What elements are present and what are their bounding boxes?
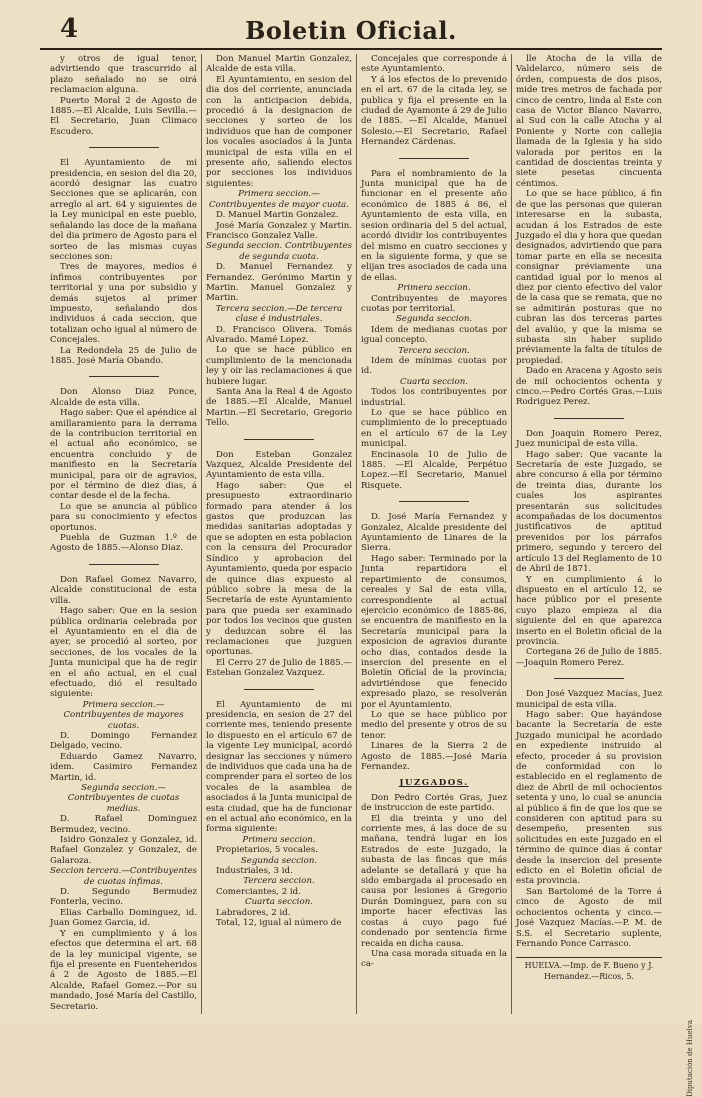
section-heading: Primera seccion.—Contribuyentes de mayores cuotas. [63, 699, 184, 731]
category-heading: JUZGADOS. [399, 778, 469, 789]
paragraph: Don Esteban Gonzalez Vazquez, Alcalde Presidente del Ayuntamiento de esta villa. [206, 449, 352, 481]
separator-rule [244, 439, 314, 440]
paragraph: Contribuyentes de mayores cuotas por territorial. [361, 293, 507, 314]
paragraph: El Cerro 27 de Julio de 1885.—Esteban Gonzalez Vazquez. [206, 657, 352, 679]
section-heading: Cuarta seccion. [400, 376, 468, 387]
section-heading: Primera seccion. [397, 283, 471, 294]
paragraph: lle Atocha de la villa de Valdelarco, número seis de órden, compuesta de dos pisos, mide tres metros de fachada por cinco de centro, linda al Este con casa de Victor Blanco Navarro, al Sud con la calle Atocha y al Poniente y Norte con callejia llamada de la Iglesia y ha sido valorada por peritos en la cantidad de doscientas treinta y siete pesetas cincuenta céntimos. [516, 54, 662, 189]
paragraph: Comerciantes, 2 id. [216, 886, 301, 897]
section-heading: Tercera seccion.—De tercera clase é industriales. [215, 303, 343, 325]
column-4 [511, 54, 666, 1014]
separator-rule [244, 689, 314, 690]
paragraph: D. Francisco Olivera. Tomás Alvarado. Mamé Lopez. [206, 324, 352, 345]
section-heading: Primera seccion.—Contribuyentes de mayor cuota. [208, 189, 350, 210]
paragraph: Hago saber: Que vacante la Secretaría de este Juzgado, se abre concurso á ella por término de treinta dias, durante los cuales los aspirantes presentarán sus solicitudes acompañadas de los documentos justificativos de aptitud prevenidos por los párrafos primero, segundo y tercero del artículo 13 del Reglamento de 10 de Abril de 1871. [516, 449, 662, 575]
paragraph: Y en cumplimiento y á los efectos que determina el art. 68 de la ley municipal vigente, se fija el presente en Fuenteheridos á 2 de Agosto de 1885.—El Alcalde, Rafael Gomez.—Por su mandado, José María del Castillo, Secretario. [50, 928, 197, 1012]
paragraph: El dia treinta y uno del corriente mes, á las doce de su mañana, tendrá lugar en los Estrados de este Juzgado, la subasta de las fincas que más adelante se detallará y que ha sido embargada al procesado en causa por lesiones á Gregorio Durán Dominguez, para con su importe hacer efectivas las costas á cuyo pago fué condenado por sentencia firme recaida en dicha causa. [361, 813, 507, 949]
separator-rule [554, 418, 624, 419]
page-header [40, 8, 662, 50]
paragraph: Total, 12, igual al número de [216, 918, 342, 929]
paragraph: Don José Vazquez Macías, Juez municipal de esta villa. [516, 689, 662, 710]
paragraph: Una casa morada situada en la ca- [361, 948, 507, 970]
paragraph: Lo que se hace público por medio del presente y otros de su tenor. [361, 709, 507, 741]
page-title: Boletin Oficial. [245, 16, 457, 45]
printer-imprint: HUELVA.—Imp. de F. Bueno y J. Hernandez.—Ricos, 5. [516, 957, 662, 982]
paragraph: Elias Carballo Dominguez, id. Juan Gomez Garcia, id. [50, 907, 197, 929]
paragraph: Don Rafael Gomez Navarro, Alcalde constitucional de esta villa. [50, 574, 197, 606]
paragraph: Cortegana 26 de Julio de 1885.—Joaquin Romero Perez. [516, 647, 662, 668]
paragraph: Hago saber: Que el apéndice al amillaramiento para la derrama de la contribucion territorial en el actual año económico, se encuentra concluido y de manifiesto en la Secretaría municipal, para oir de agravios, por el término de diez dias, á contar desde el de la fecha. [50, 408, 197, 502]
paragraph: El Ayuntamiento de mi presidencia, en sesion de 27 del corriente mes, teniendo presente lo dispuesto en el artículo 67 de la vigente Ley municipal, acordó designar las secciones y número de individuos que cada una ha de comprender para el sorteo de los vocales de la asamblea de asociados á la Junta municipal de esta ciudad, que ha de funcionar en el actual año económico, en la forma siguiente: [206, 699, 352, 835]
paragraph: Hago saber: Que el presupuesto extraordinario formado para atender á los gastos que produzcan las medidas sanitarias adoptadas y que se adopten en esta poblacion con la censura del Procurador Síndico y aprobacion del Ayuntamiento, queda por espacio de quince dias expuesto al público sobre la mesa de la Secretaría de este Ayuntamiento para que pueda ser examinado por todos los vecinos que gusten y deduzcan sobre él las reclamaciones que juzguen oportunas. [206, 480, 352, 658]
section-heading: Segunda seccion. [395, 314, 473, 325]
paragraph: Puerto Moral 2 de Agosto de 1885.—El Alcalde, Luis Sevilla.—El Secretario, Juan Climaco Escudero. [50, 95, 197, 137]
separator-rule [399, 158, 469, 159]
separator-rule [399, 501, 469, 502]
archive-stamp: Diputación de Huelva [686, 1020, 694, 1097]
paragraph: D. Rafael Dominguez Bermudez, vecino. [50, 814, 197, 835]
column-1 [46, 54, 201, 1014]
paragraph: Isidro Gonzalez y Gonzalez, id. Rafael Gonzalez y Gonzalez, de Galaroza. [50, 835, 197, 866]
paragraph: El Ayuntamiento de mi presidencia, en sesion del dia 20, acordó designar las cuatro Secciones que se aplicarán, con arreglo al art. 64 y siguientes de la Ley municipal en este pueblo, señalando las doce de la mañana del dia primero de Agosto para el sorteo de las mismas cuyas secciones son: [50, 158, 197, 262]
paragraph: San Bartolomé de la Torre á cinco de Agosto de mil ochocientos ochenta y cinco.—José Vazquez Macías.—P. M. de S.S. el Secretario suplente, Fernando Ponce Carrasco. [516, 886, 662, 949]
separator-rule [554, 678, 624, 679]
column-3 [356, 54, 511, 1014]
paragraph: Y á los efectos de lo prevenido en el art. 67 de la citada ley, se publica y fija el presente en la ciudad de Ayamonte á 29 de Julio de 1885. —El Alcalde, Manuel Solesio.—El Secretario, Rafael Hernandez Cárdenas. [361, 74, 507, 148]
paragraph: El Ayuntamiento, en sesion del dia dos del corriente, anunciada con la anticipacion debida, procedió á la designacion de secciones y sorteo de los individuos que han de componer los vocales asociados á la Junta municipal de esta villa en el presente año, saliendo electos por secciones los individuos siguientes: [206, 74, 352, 189]
separator-rule [89, 564, 159, 565]
paragraph: Dado en Aracena y Agosto seis de mil ochocientos ochenta y cinco.—Pedro Cortés Gras.—Luis Rodriguez Perez. [516, 366, 662, 408]
paragraph: Lo que se anuncia al público para su conocimiento y efectos oportunos. [50, 501, 197, 533]
columns [46, 54, 666, 1014]
paragraph: Labradores, 2 id. [216, 907, 291, 918]
paragraph: y otros de igual tenor, advirtiendo que trascurrido al plazo señalado no se oirá reclamacion alguna. [50, 54, 197, 96]
paragraph: Todos los contribuyentes por industrial. [361, 387, 507, 408]
section-heading: Segunda seccion. [240, 855, 318, 866]
paragraph: Propietarios, 5 vocales. [216, 845, 319, 856]
section-heading: Segunda seccion.—Contribuyentes de cuotas medias. [67, 783, 180, 814]
paragraph: Lo que se hace público en cumplimiento de la mencionada ley y oir las reclamaciones á que hubiere lugar. [206, 345, 352, 387]
paragraph: José María Gonzalez y Martin. Francisco Gonzalez Valle. [206, 220, 352, 241]
paragraph: D. Manuel Fernandez y Fernandez. Gerónimo Martin y Martin. Manuel Gonzalez y Martin. [206, 262, 352, 304]
paragraph: Y en cumplimiento á lo dispuesto en el artículo 12, se hace público por el presente cuyo plazo empieza al dia siguiente del en que aparezca inserto en el Boletin oficial de la provincia. [516, 574, 662, 647]
paragraph: Santa Ana la Real 4 de Agosto de 1885.—El Alcalde, Manuel Martin.—El Secretario, Gregorio Tello. [206, 387, 352, 429]
paragraph: D. José María Fernandez y Gonzalez, Alcalde presidente del Ayuntamiento de Linares de la Sierra. [361, 512, 507, 554]
separator-rule [89, 376, 159, 377]
paragraph: Idem de mínimas cuotas por id. [361, 355, 507, 377]
paragraph: Hago saber: Que en la sesion pública ordinaria celebrada por el Ayuntamiento en el dia de ayer, se procedió al sorteo, por secciones, de los vocales de la Junta municipal que ha de regir en el año actual, en el cual efectuado, dió el resultado siguiente: [50, 606, 197, 700]
paragraph: Don Pedro Cortés Gras, Juez de instruccion de este partido. [361, 792, 507, 814]
separator-rule [89, 147, 159, 148]
paragraph: Hago saber: Terminado por la Junta repartidora el repartimiento de consumos, cereales y Sal de esta villa, correspondiente al actual ejercicio económico de 1885-86, se encuentra de manifiesto en la Secretaría municipal para la exposicion de agravios durante ocho dias, contados desde la insercion del presente en el Boletín Oficial de la provincia; advirtiéndose que fenecido expresado plazo, se resolverán por el Ayuntamiento. [361, 553, 507, 710]
column-2 [201, 54, 356, 1014]
paragraph: Concejales que corresponde á este Ayuntamiento. [361, 54, 507, 75]
page-number: 4 [60, 14, 79, 44]
paragraph: Hago saber: Que hayándose bacante la Secretaría de este Juzgado municipal he acordado en expediente instruido al efecto, proceder á su provision de conformidad con lo establecido en el reglamento de diez de Abril de mil ochocientos setenta y uno, lo cual se anuncia al público á fin de que los que se consideren con aptitud para su desempeño, presenten sus solicitudes en este Juzgado en el término de quince dias á contar desde la insercion del presente edicto en el Boletin oficial de esta provincia. [516, 709, 662, 887]
paragraph: D. Segundo Bermudez Fonterla, vecino. [50, 887, 197, 908]
section-heading: Tercera seccion. [243, 876, 315, 887]
paragraph: Don Alonso Diaz Ponce, Alcalde de esta villa. [50, 387, 197, 408]
section-heading: Seccion tercera.—Contribuyentes de cuotas ínfimas. [50, 866, 197, 887]
paragraph: Tres de mayores, medios é ínfimos contribuyentes por territorial y una por subsidio y demás sujetos al primer impuesto, señalando dos individuos á cada seccion, que totalizan ocho igual al número de Concejales. [50, 262, 197, 346]
paragraph: Encinasola 10 de Julio de 1885. —El Alcalde, Perpétuo Lopez.—El Secretario, Manuel Risquete. [361, 449, 507, 491]
section-heading: Cuarta seccion. [245, 897, 313, 908]
paragraph: D. Domingo Fernandez Delgado, vecino. [50, 730, 197, 752]
paragraph: Puebla de Guzman 1.º de Agosto de 1885.—Alonso Diaz. [50, 533, 197, 554]
paragraph: Industriales, 3 id. [216, 866, 293, 877]
paragraph: Lo que se hace público, á fin de que las personas que quieran interesarse en la subasta, acudan á los Estrados de este Juzgado el dia y hora que quedan designados, advirtiendo que para tomar parte en ella se necesita consignar préviamente una cantidad igual por lo menos al diez por ciento efectivo del valor de la casa que se remata, que no se admitirán posturas que no cubran las dos terceras partes del avalúo, y que la misma se subasta sin haber suplido préviamente la falta de títulos de propiedad. [516, 189, 662, 366]
paragraph: Eduardo Gamez Navarro, idem. Casimiro Fernandez Martin, id. [50, 751, 197, 783]
paragraph: Don Manuel Martin Gonzalez, Alcalde de esta villa. [206, 54, 352, 75]
section-heading: Primera seccion. [242, 834, 316, 845]
paragraph: D. Manuel Martin Gonzalez. [216, 210, 339, 221]
paragraph: Don Joaquin Romero Perez, Juez municipal de esta villa. [516, 428, 662, 450]
paragraph: Para el nombramiento de la Junta municipal que ha de funcionar en el presente año económico de 1885 á 86, el Ayuntamiento de esta villa, en sesion ordinaria del 5 del actual, acordó dividir los contribuyentes del mismo en cuatro secciones y en la siguiente forma, y que se elijan tres asociados de cada una de ellas. [361, 168, 507, 283]
paragraph: Lo que se hace público en cumplimiento de lo preceptuado en el artículo 67 de la Ley municipal. [361, 408, 507, 450]
section-heading: Tercera seccion. [398, 345, 470, 356]
paragraph: La Redondela 25 de Julio de 1885. José María Obando. [50, 345, 197, 366]
section-heading: Segunda seccion. Contribuyentes de segunda cuota. [206, 241, 352, 262]
paragraph: Idem de medianas cuotas por igual concepto. [361, 324, 507, 346]
paragraph: Linares de la Sierra 2 de Agosto de 1885.—José María Fernandez. [361, 741, 507, 772]
